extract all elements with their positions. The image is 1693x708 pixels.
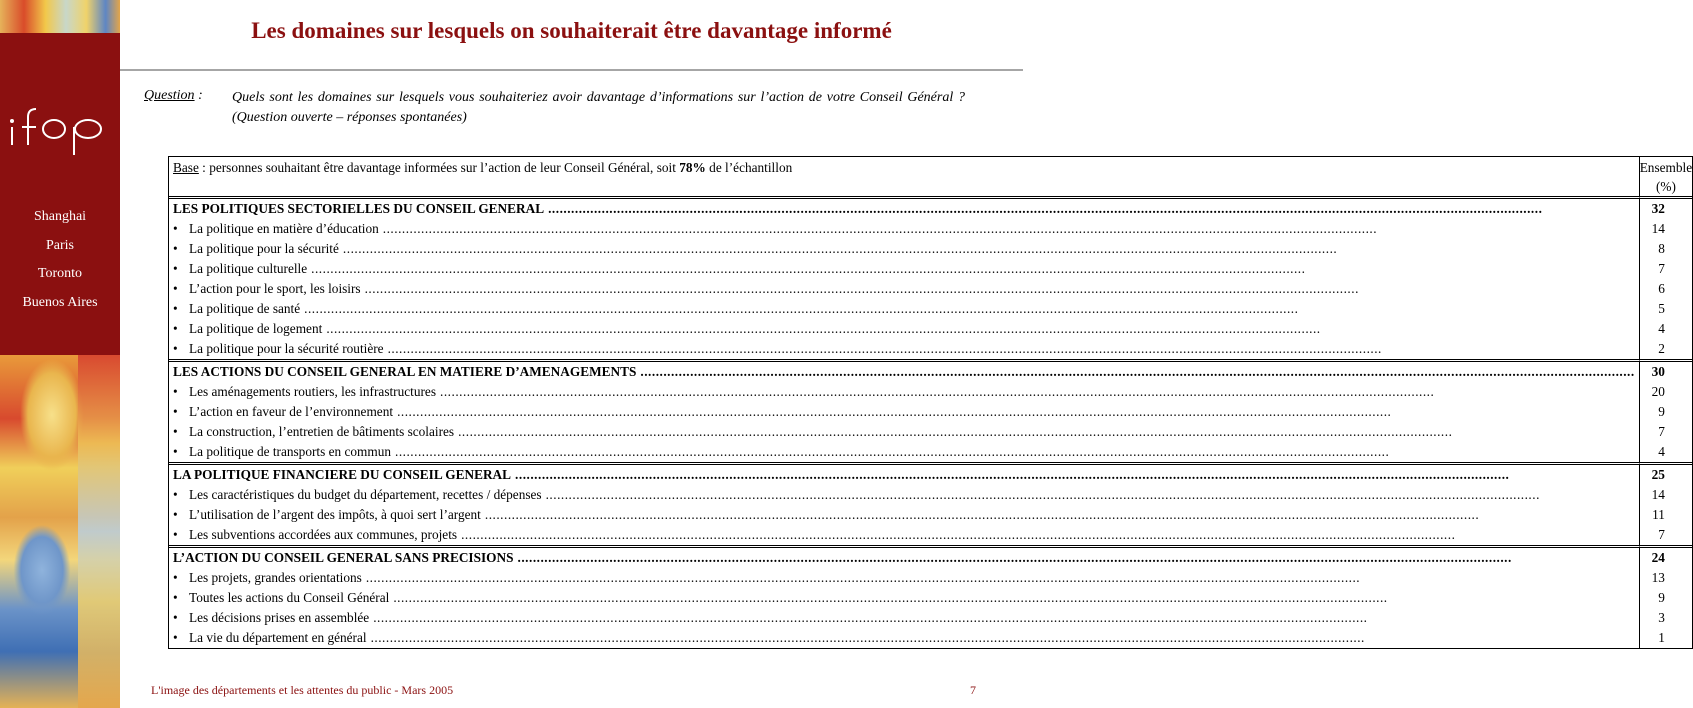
item-value: 7 bbox=[1658, 527, 1665, 542]
bullet-icon: • bbox=[173, 261, 178, 276]
item-value-cell bbox=[1640, 505, 1692, 525]
item-label: La politique pour la sécurité routière bbox=[189, 341, 384, 356]
item-value: 9 bbox=[1658, 590, 1665, 605]
item-value: 6 bbox=[1658, 281, 1665, 296]
item-label: La politique en matière d’éducation bbox=[189, 221, 379, 236]
item-value: 2 bbox=[1658, 341, 1665, 356]
base-description bbox=[169, 157, 1640, 199]
bullet-icon: • bbox=[173, 590, 178, 605]
bullet-icon: • bbox=[173, 507, 178, 522]
bullet-icon: • bbox=[173, 487, 178, 502]
item-value-cell bbox=[1640, 339, 1692, 359]
item-value-cell bbox=[1640, 442, 1692, 462]
item-value-cell bbox=[1640, 219, 1692, 239]
item-value: 7 bbox=[1658, 424, 1665, 439]
item-value: 14 bbox=[1651, 487, 1665, 502]
item-value-cell bbox=[1640, 608, 1692, 628]
bullet-icon: • bbox=[173, 570, 178, 585]
item-value: 3 bbox=[1658, 610, 1665, 625]
footer-text: L'image des départements et les attentes du public - Mars 2005 bbox=[151, 683, 454, 697]
section-title-cell bbox=[169, 462, 1640, 485]
item-label-cell bbox=[169, 608, 1640, 628]
table-row bbox=[169, 505, 1692, 525]
section-value: 32 bbox=[1651, 201, 1665, 216]
table-row bbox=[169, 259, 1692, 279]
section-title-cell bbox=[169, 545, 1640, 568]
item-label: La politique de transports en commun bbox=[189, 444, 391, 459]
bullet-icon: • bbox=[173, 384, 178, 399]
column-header bbox=[1640, 157, 1692, 199]
table-row bbox=[169, 442, 1692, 462]
city-toronto: Toronto bbox=[37, 266, 83, 281]
section-title-cell bbox=[169, 199, 1640, 219]
item-label-cell bbox=[169, 339, 1640, 359]
bullet-icon: • bbox=[173, 424, 178, 439]
item-value: 4 bbox=[1658, 321, 1665, 336]
section-value: 25 bbox=[1651, 467, 1665, 482]
item-label-cell bbox=[169, 319, 1640, 339]
item-value-cell bbox=[1640, 279, 1692, 299]
item-label: La politique de santé bbox=[189, 301, 301, 316]
table-row bbox=[169, 382, 1692, 402]
item-label-cell bbox=[169, 279, 1640, 299]
item-label: Toutes les actions du Conseil Général bbox=[189, 590, 390, 605]
item-label: La politique culturelle bbox=[189, 261, 308, 276]
bullet-icon: • bbox=[173, 221, 178, 236]
title-divider bbox=[120, 69, 1023, 71]
section-title: LA POLITIQUE FINANCIERE DU CONSEIL GENERAL bbox=[173, 467, 512, 482]
results-table bbox=[168, 156, 1693, 649]
table-row bbox=[169, 279, 1692, 299]
table-row bbox=[169, 608, 1692, 628]
item-label: Les décisions prises en assemblée bbox=[189, 610, 370, 625]
section-title: LES POLITIQUES SECTORIELLES DU CONSEIL GENERAL bbox=[173, 201, 545, 216]
table-row bbox=[169, 422, 1692, 442]
item-value: 9 bbox=[1658, 404, 1665, 419]
table-row bbox=[169, 568, 1692, 588]
section-title-cell bbox=[169, 359, 1640, 382]
item-label-cell bbox=[169, 239, 1640, 259]
item-label: La politique de logement bbox=[189, 321, 323, 336]
item-label: Les subventions accordées aux communes, projets bbox=[189, 527, 458, 542]
section-value-cell bbox=[1640, 199, 1692, 219]
section-title: L’ACTION DU CONSEIL GENERAL SANS PRECISIONS bbox=[173, 550, 514, 565]
table-row bbox=[169, 319, 1692, 339]
item-label-cell bbox=[169, 259, 1640, 279]
bullet-icon: • bbox=[173, 281, 178, 296]
item-label-cell bbox=[169, 402, 1640, 422]
section-title: LES ACTIONS DU CONSEIL GENERAL EN MATIERE D’AMENAGEMENTS bbox=[173, 364, 637, 379]
section-value: 30 bbox=[1651, 364, 1665, 379]
bullet-icon: • bbox=[173, 404, 178, 419]
item-label-cell bbox=[169, 485, 1640, 505]
item-value-cell bbox=[1640, 628, 1692, 648]
item-value: 11 bbox=[1652, 507, 1665, 522]
decorative-artwork-bottom bbox=[0, 355, 120, 708]
table-row bbox=[169, 525, 1692, 545]
item-label-cell bbox=[169, 588, 1640, 608]
item-value: 20 bbox=[1651, 384, 1665, 399]
city-list bbox=[0, 203, 120, 317]
item-value: 14 bbox=[1651, 221, 1665, 236]
item-label-cell bbox=[169, 422, 1640, 442]
ifop-logo bbox=[8, 95, 108, 155]
section-value: 24 bbox=[1651, 550, 1665, 565]
bullet-icon: • bbox=[173, 301, 178, 316]
bullet-icon: • bbox=[173, 444, 178, 459]
question-text: Quels sont les domaines sur lesquels vous souhaiteriez avoir davantage d’informations sur l’action de votre Conseil Général ? (Question ouverte – réponses spontanées) bbox=[232, 90, 965, 125]
page-number: 7 bbox=[970, 683, 976, 697]
item-label: L’utilisation de l’argent des impôts, à quoi sert l’argent bbox=[189, 507, 481, 522]
item-label-cell bbox=[169, 505, 1640, 525]
item-label-cell bbox=[169, 299, 1640, 319]
item-label: Les projets, grandes orientations bbox=[189, 570, 362, 585]
bullet-icon: • bbox=[173, 241, 178, 256]
item-value-cell bbox=[1640, 319, 1692, 339]
table-header-row bbox=[169, 157, 1692, 199]
brand-panel bbox=[0, 33, 120, 355]
table-row bbox=[169, 239, 1692, 259]
bullet-icon: • bbox=[173, 630, 178, 645]
item-value: 1 bbox=[1658, 630, 1665, 645]
item-label: La vie du département en général bbox=[189, 630, 367, 645]
table-row bbox=[169, 299, 1692, 319]
item-value: 4 bbox=[1658, 444, 1665, 459]
item-label-cell bbox=[169, 442, 1640, 462]
item-value: 5 bbox=[1658, 301, 1665, 316]
base-text-end: de l’échantillon bbox=[705, 160, 793, 175]
item-label: L’action en faveur de l’environnement bbox=[189, 404, 394, 419]
city-paris: Paris bbox=[46, 237, 74, 253]
item-value-cell bbox=[1640, 525, 1692, 545]
bullet-icon: • bbox=[173, 610, 178, 625]
table-row bbox=[169, 339, 1692, 359]
column-header-label: Ensemble bbox=[1639, 160, 1693, 175]
page-title: Les domaines sur lesquels on souhaiterait être davantage informé bbox=[251, 18, 892, 43]
item-label: La construction, l’entretien de bâtiments scolaires bbox=[189, 424, 455, 439]
item-value-cell bbox=[1640, 259, 1692, 279]
item-value-cell bbox=[1640, 588, 1692, 608]
city-buenos-aires: Buenos Aires bbox=[22, 294, 98, 310]
item-value-cell bbox=[1640, 485, 1692, 505]
item-value: 8 bbox=[1658, 241, 1665, 256]
base-percentage: 78% bbox=[679, 160, 706, 175]
bullet-icon: • bbox=[173, 321, 178, 336]
item-value-cell bbox=[1640, 299, 1692, 319]
item-label-cell bbox=[169, 382, 1640, 402]
sidebar bbox=[0, 0, 120, 708]
decorative-streak bbox=[78, 355, 120, 708]
item-label-cell bbox=[169, 525, 1640, 545]
item-label: La politique pour la sécurité bbox=[189, 241, 339, 256]
item-value: 7 bbox=[1658, 261, 1665, 276]
decorative-artwork-top bbox=[0, 0, 120, 33]
section-value-cell bbox=[1640, 359, 1692, 382]
item-label: Les aménagements routiers, les infrastructures bbox=[189, 384, 437, 399]
question-label: Question : bbox=[144, 88, 203, 103]
item-label-cell bbox=[169, 568, 1640, 588]
table-row bbox=[169, 628, 1692, 648]
item-label-cell bbox=[169, 628, 1640, 648]
city-shanghai: Shanghai bbox=[33, 209, 87, 224]
item-value-cell bbox=[1640, 239, 1692, 259]
section-row bbox=[169, 359, 1692, 382]
item-value-cell bbox=[1640, 402, 1692, 422]
item-value-cell bbox=[1640, 568, 1692, 588]
table-row bbox=[169, 402, 1692, 422]
section-row bbox=[169, 199, 1692, 219]
column-header-unit: (%) bbox=[1655, 179, 1676, 194]
table-row bbox=[169, 588, 1692, 608]
section-value-cell bbox=[1640, 545, 1692, 568]
results-table-grid bbox=[168, 156, 1693, 649]
item-value-cell bbox=[1640, 382, 1692, 402]
table-row bbox=[169, 485, 1692, 505]
table-row bbox=[169, 219, 1692, 239]
item-value-cell bbox=[1640, 422, 1692, 442]
bullet-icon: • bbox=[173, 341, 178, 356]
item-label-cell bbox=[169, 219, 1640, 239]
item-value: 13 bbox=[1651, 570, 1665, 585]
section-row bbox=[169, 462, 1692, 485]
base-label: Base bbox=[173, 160, 199, 175]
section-row bbox=[169, 545, 1692, 568]
base-text: : personnes souhaitant être davantage informées sur l’action de leur Conseil Général, soit bbox=[198, 160, 680, 175]
section-value-cell bbox=[1640, 462, 1692, 485]
item-label: L’action pour le sport, les loisirs bbox=[189, 281, 361, 296]
bullet-icon: • bbox=[173, 527, 178, 542]
item-label: Les caractéristiques du budget du département, recettes / dépenses bbox=[189, 487, 542, 502]
